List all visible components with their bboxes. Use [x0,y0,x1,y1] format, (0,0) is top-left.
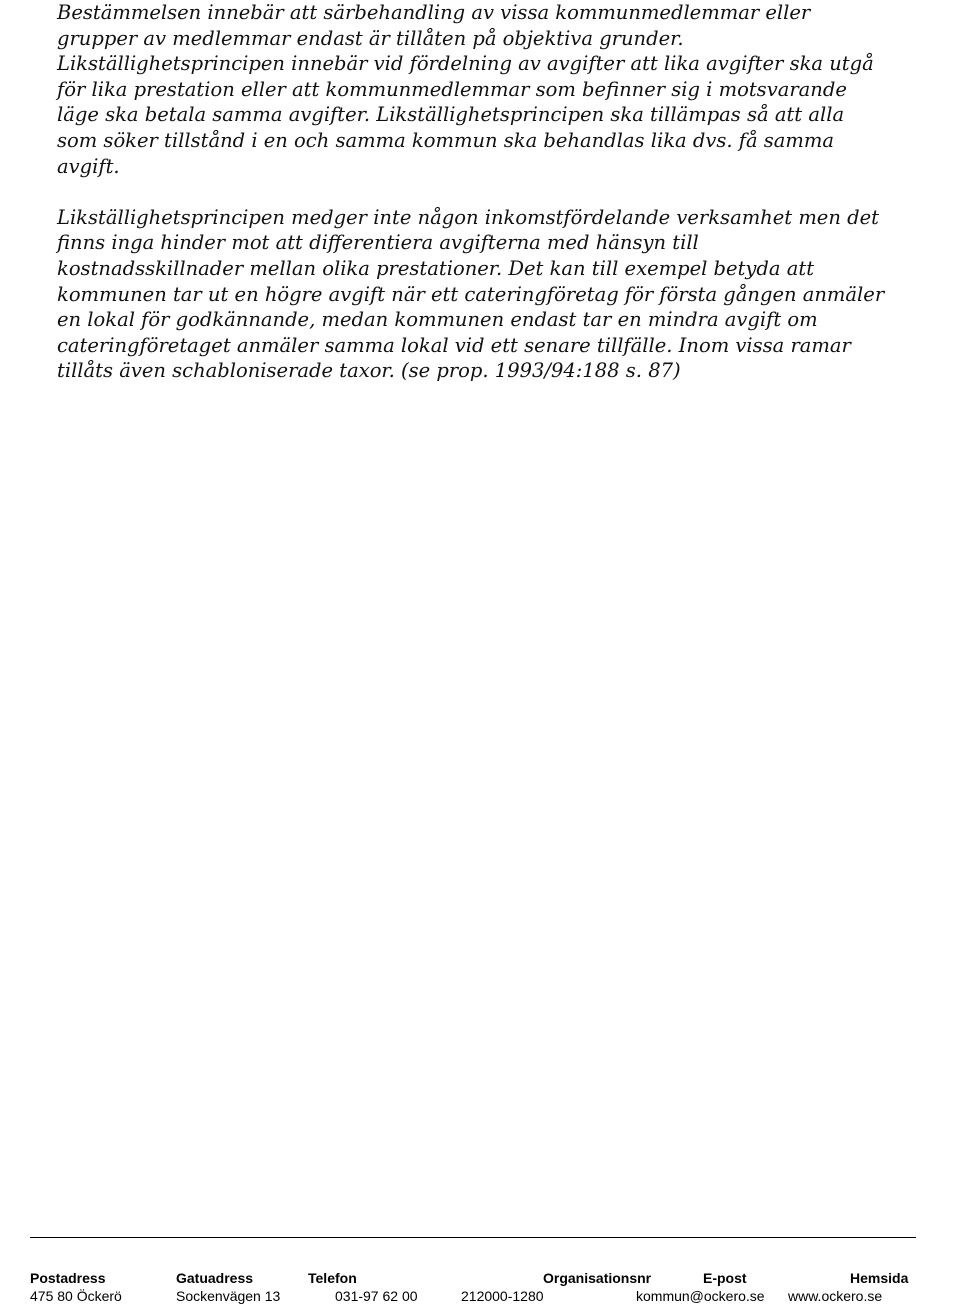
text-line: läge ska betala samma avgifter. Likställighetsprincipen ska tillämpas så att alla [57,103,845,127]
footer-value-telefon: 031-97 62 00 [335,1288,418,1304]
footer-value-postadress: 475 80 Öckerö [30,1288,122,1304]
document-body [57,0,917,410]
text-line: Bestämmelsen innebär att särbehandling av vissa kommunmedlemmar eller [57,1,811,24]
text-line: grupper av medlemmar endast är tillåten på objektiva grunder. [57,26,684,50]
footer-value-hemsida: www.ockero.se [788,1288,883,1304]
footer-value-organisationsnr: 212000-1280 [461,1288,544,1304]
text-line: en lokal för godkännande, medan kommunen endast tar en mindra avgift om [57,308,818,332]
footer-header-telefon: Telefon [308,1270,357,1286]
text-line: Likställighetsprincipen medger inte någon inkomstfördelande verksamhet men det [57,205,879,229]
footer-header-hemsida: Hemsida [850,1270,909,1286]
footer-header-organisationsnr: Organisationsnr [543,1270,652,1286]
text-line: avgift. [57,154,120,178]
footer-header-gatuadress: Gatuadress [176,1270,254,1286]
text-line: Likställighetsprincipen innebär vid fördelning av avgifter att lika avgifter ska utgå [57,52,874,76]
text-line: för lika prestation eller att kommunmedlemmar som befinner sig i motsvarande [57,77,847,101]
paragraph-likstallighet-intro [57,0,917,179]
footer-divider [30,1237,916,1238]
text-line: cateringföretaget anmäler samma lokal vid ett senare tillfälle. Inom vissa ramar [57,333,851,357]
footer-header-postadress: Postadress [30,1270,106,1286]
text-line: tillåts även schabloniserade taxor. (se prop. 1993/94:188 s. 87) [57,359,681,383]
footer-header-epost: E-post [703,1270,747,1286]
page-footer [0,1268,960,1308]
paragraph-likstallighet-detail [57,205,917,384]
text-line: kostnadsskillnader mellan olika prestationer. Det kan till exempel betyda att [57,256,815,280]
text-line: finns inga hinder mot att differentiera avgifterna med hänsyn till [57,231,699,255]
footer-value-gatuadress: Sockenvägen 13 [176,1288,281,1304]
text-line: kommunen tar ut en högre avgift när ett cateringföretag för första gången anmäler [57,282,885,306]
text-line: som söker tillstånd i en och samma kommun ska behandlas lika dvs. få samma [57,128,835,152]
footer-value-epost: kommun@ockero.se [636,1288,765,1304]
